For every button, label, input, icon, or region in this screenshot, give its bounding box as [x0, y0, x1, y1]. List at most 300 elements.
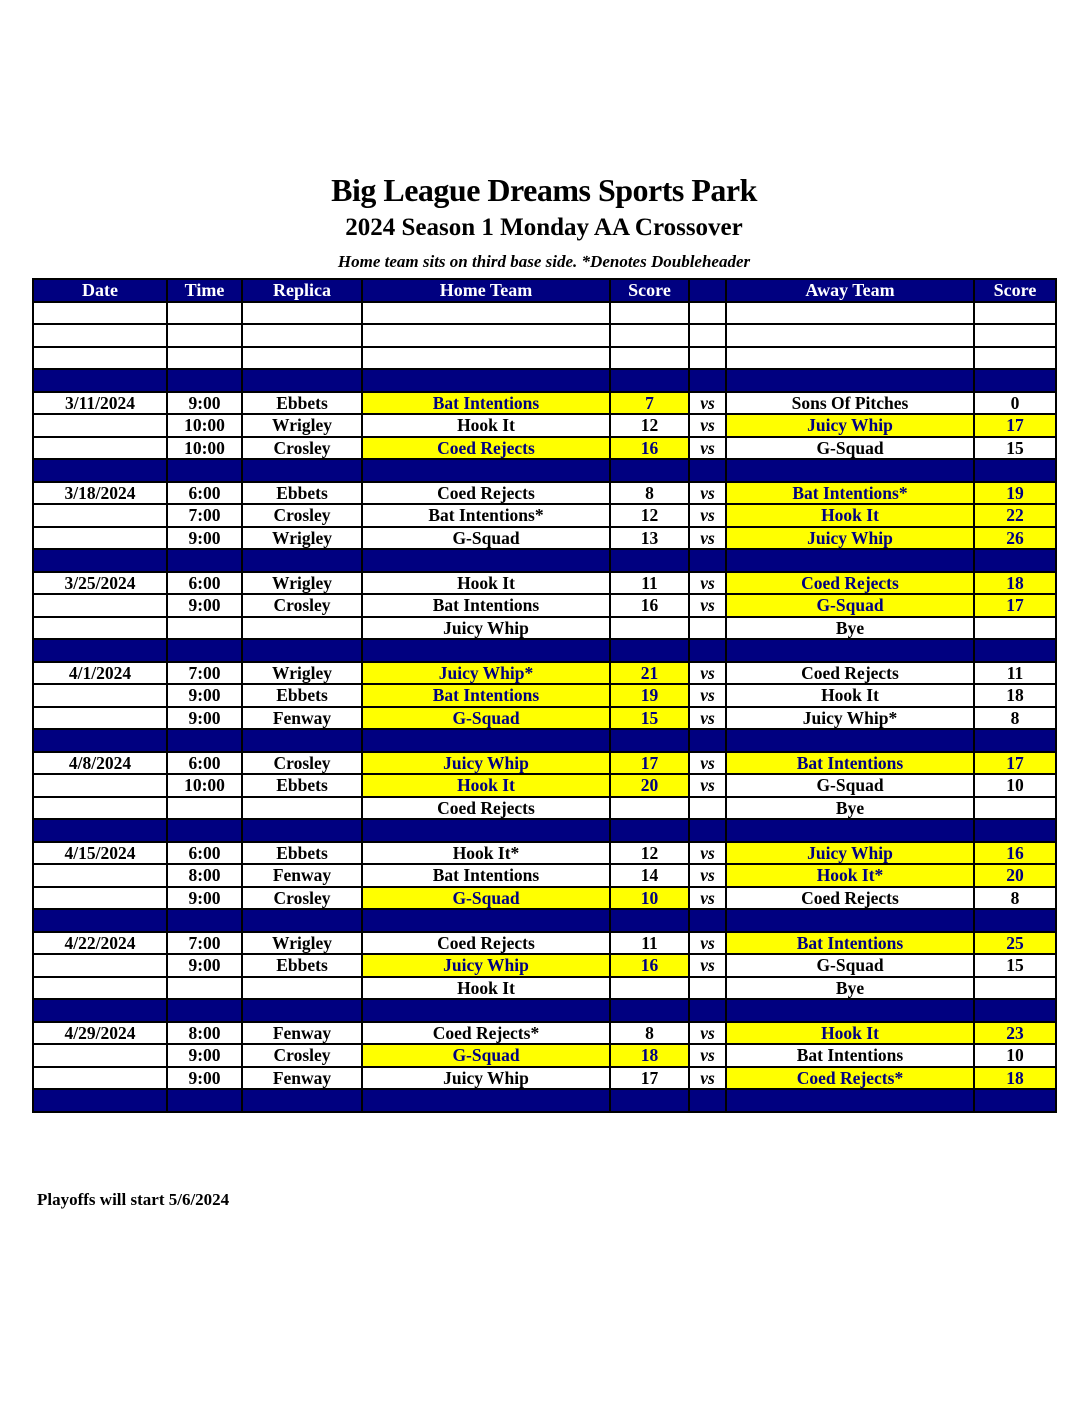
home-score-cell: 8 [610, 482, 689, 505]
date-cell [33, 909, 167, 932]
time-cell: 9:00 [167, 594, 242, 617]
replica-cell: Wrigley [242, 932, 362, 955]
replica-cell [242, 909, 362, 932]
away-team-cell: Bye [726, 977, 974, 1000]
away-score-cell: 20 [974, 864, 1056, 887]
away-score-cell: 10 [974, 774, 1056, 797]
col-header-vs [689, 279, 726, 302]
date-cell [33, 527, 167, 550]
week-separator-row [33, 729, 1056, 752]
replica-cell: Fenway [242, 707, 362, 730]
vs-cell: vs [689, 842, 726, 865]
home-team-cell: Bat Intentions [362, 594, 610, 617]
table-row [33, 1067, 1056, 1090]
away-score-cell: 10 [974, 1044, 1056, 1067]
away-score-cell [974, 639, 1056, 662]
replica-cell [242, 459, 362, 482]
col-header-date: Date [33, 279, 167, 302]
home-score-cell [610, 909, 689, 932]
replica-cell: Crosley [242, 504, 362, 527]
date-cell: 4/22/2024 [33, 932, 167, 955]
home-score-cell: 12 [610, 842, 689, 865]
away-team-cell [726, 324, 974, 347]
table-row [33, 572, 1056, 595]
home-score-cell [610, 1089, 689, 1112]
date-cell [33, 1067, 167, 1090]
away-team-cell [726, 909, 974, 932]
away-score-cell [974, 909, 1056, 932]
home-team-cell [362, 999, 610, 1022]
replica-cell [242, 302, 362, 325]
table-row [33, 1044, 1056, 1067]
table-row [33, 414, 1056, 437]
home-score-cell: 8 [610, 1022, 689, 1045]
time-cell [167, 302, 242, 325]
col-header-home-score: Score [610, 279, 689, 302]
date-cell: 4/15/2024 [33, 842, 167, 865]
table-row [33, 752, 1056, 775]
away-score-cell: 17 [974, 414, 1056, 437]
away-score-cell [974, 729, 1056, 752]
table-row [33, 797, 1056, 820]
col-header-home-team: Home Team [362, 279, 610, 302]
away-score-cell [974, 302, 1056, 325]
week-separator-row [33, 369, 1056, 392]
blank-row [33, 347, 1056, 370]
away-team-cell: Bat Intentions* [726, 482, 974, 505]
home-score-cell: 13 [610, 527, 689, 550]
away-score-cell [974, 999, 1056, 1022]
home-team-cell [362, 459, 610, 482]
vs-cell: vs [689, 662, 726, 685]
home-team-cell [362, 324, 610, 347]
time-cell [167, 909, 242, 932]
away-score-cell: 17 [974, 752, 1056, 775]
time-cell: 10:00 [167, 414, 242, 437]
table-row [33, 1022, 1056, 1045]
replica-cell: Fenway [242, 864, 362, 887]
replica-cell: Crosley [242, 1044, 362, 1067]
time-cell: 9:00 [167, 707, 242, 730]
away-team-cell [726, 819, 974, 842]
home-score-cell: 11 [610, 572, 689, 595]
table-header-row [33, 279, 1056, 302]
home-score-cell: 17 [610, 1067, 689, 1090]
away-score-cell: 17 [974, 594, 1056, 617]
home-team-cell [362, 639, 610, 662]
away-team-cell: Bat Intentions [726, 752, 974, 775]
col-header-replica: Replica [242, 279, 362, 302]
away-team-cell: Juicy Whip* [726, 707, 974, 730]
week-separator-row [33, 459, 1056, 482]
replica-cell: Wrigley [242, 662, 362, 685]
time-cell: 9:00 [167, 1044, 242, 1067]
away-team-cell: Juicy Whip [726, 527, 974, 550]
vs-cell: vs [689, 887, 726, 910]
replica-cell: Ebbets [242, 482, 362, 505]
away-team-cell: Hook It* [726, 864, 974, 887]
vs-cell [689, 797, 726, 820]
home-score-cell: 15 [610, 707, 689, 730]
time-cell: 9:00 [167, 887, 242, 910]
away-team-cell [726, 347, 974, 370]
vs-cell: vs [689, 1022, 726, 1045]
home-score-cell: 7 [610, 392, 689, 415]
away-score-cell: 11 [974, 662, 1056, 685]
date-cell [33, 594, 167, 617]
table-row [33, 864, 1056, 887]
replica-cell [242, 549, 362, 572]
replica-cell [242, 977, 362, 1000]
vs-cell [689, 977, 726, 1000]
home-score-cell: 19 [610, 684, 689, 707]
table-row [33, 684, 1056, 707]
time-cell [167, 369, 242, 392]
away-team-cell: Bat Intentions [726, 1044, 974, 1067]
time-cell: 9:00 [167, 527, 242, 550]
home-team-cell: Bat Intentions [362, 684, 610, 707]
col-header-away-score: Score [974, 279, 1056, 302]
home-team-cell: G-Squad [362, 707, 610, 730]
home-team-cell: Hook It [362, 414, 610, 437]
vs-cell: vs [689, 932, 726, 955]
col-header-away-team: Away Team [726, 279, 974, 302]
away-team-cell: G-Squad [726, 774, 974, 797]
date-cell [33, 639, 167, 662]
time-cell: 9:00 [167, 392, 242, 415]
col-header-time: Time [167, 279, 242, 302]
table-row [33, 662, 1056, 685]
date-cell: 4/8/2024 [33, 752, 167, 775]
home-team-cell [362, 729, 610, 752]
away-team-cell: Coed Rejects* [726, 1067, 974, 1090]
away-team-cell: Coed Rejects [726, 572, 974, 595]
table-row [33, 504, 1056, 527]
vs-cell [689, 369, 726, 392]
table-row [33, 842, 1056, 865]
home-team-cell [362, 1089, 610, 1112]
replica-cell: Fenway [242, 1022, 362, 1045]
vs-cell: vs [689, 1044, 726, 1067]
home-score-cell [610, 819, 689, 842]
vs-cell [689, 459, 726, 482]
away-score-cell [974, 797, 1056, 820]
time-cell: 8:00 [167, 1022, 242, 1045]
home-team-cell: Juicy Whip [362, 954, 610, 977]
replica-cell: Crosley [242, 437, 362, 460]
away-score-cell [974, 617, 1056, 640]
replica-cell: Wrigley [242, 572, 362, 595]
away-team-cell: Bye [726, 797, 974, 820]
replica-cell [242, 617, 362, 640]
vs-cell: vs [689, 684, 726, 707]
home-score-cell [610, 347, 689, 370]
away-score-cell: 22 [974, 504, 1056, 527]
replica-cell [242, 999, 362, 1022]
replica-cell: Ebbets [242, 774, 362, 797]
vs-cell [689, 639, 726, 662]
date-cell: 3/25/2024 [33, 572, 167, 595]
table-row [33, 482, 1056, 505]
time-cell: 9:00 [167, 684, 242, 707]
time-cell [167, 639, 242, 662]
away-team-cell [726, 639, 974, 662]
home-team-cell: G-Squad [362, 887, 610, 910]
home-team-cell [362, 347, 610, 370]
time-cell [167, 459, 242, 482]
time-cell [167, 347, 242, 370]
home-team-cell [362, 549, 610, 572]
vs-cell: vs [689, 527, 726, 550]
home-score-cell [610, 302, 689, 325]
vs-cell: vs [689, 392, 726, 415]
away-team-cell [726, 369, 974, 392]
replica-cell: Ebbets [242, 684, 362, 707]
away-team-cell: G-Squad [726, 437, 974, 460]
vs-cell: vs [689, 752, 726, 775]
home-score-cell: 18 [610, 1044, 689, 1067]
away-score-cell: 8 [974, 707, 1056, 730]
time-cell: 10:00 [167, 437, 242, 460]
vs-cell [689, 617, 726, 640]
away-score-cell: 25 [974, 932, 1056, 955]
away-team-cell [726, 1089, 974, 1112]
home-team-cell: Coed Rejects [362, 482, 610, 505]
vs-cell [689, 909, 726, 932]
table-row [33, 932, 1056, 955]
away-score-cell [974, 459, 1056, 482]
table-row [33, 437, 1056, 460]
vs-cell [689, 549, 726, 572]
time-cell: 6:00 [167, 752, 242, 775]
vs-cell: vs [689, 594, 726, 617]
away-team-cell [726, 302, 974, 325]
table-row [33, 774, 1056, 797]
replica-cell: Ebbets [242, 954, 362, 977]
date-cell [33, 324, 167, 347]
home-score-cell [610, 459, 689, 482]
vs-cell [689, 1089, 726, 1112]
home-score-cell: 20 [610, 774, 689, 797]
away-score-cell [974, 369, 1056, 392]
away-score-cell [974, 977, 1056, 1000]
home-score-cell [610, 639, 689, 662]
home-team-cell: Juicy Whip [362, 1067, 610, 1090]
home-team-cell: Hook It* [362, 842, 610, 865]
away-score-cell: 26 [974, 527, 1056, 550]
vs-cell: vs [689, 1067, 726, 1090]
schedule-body [33, 302, 1056, 1112]
away-team-cell: Juicy Whip [726, 414, 974, 437]
away-team-cell: Coed Rejects [726, 887, 974, 910]
replica-cell: Wrigley [242, 527, 362, 550]
home-score-cell: 14 [610, 864, 689, 887]
away-team-cell: Bye [726, 617, 974, 640]
away-score-cell: 18 [974, 1067, 1056, 1090]
home-score-cell [610, 729, 689, 752]
week-separator-row [33, 999, 1056, 1022]
home-score-cell: 21 [610, 662, 689, 685]
away-score-cell [974, 324, 1056, 347]
away-team-cell: Juicy Whip [726, 842, 974, 865]
date-cell [33, 954, 167, 977]
date-cell [33, 819, 167, 842]
time-cell: 10:00 [167, 774, 242, 797]
away-score-cell: 18 [974, 684, 1056, 707]
home-score-cell [610, 324, 689, 347]
week-separator-row [33, 639, 1056, 662]
away-score-cell: 16 [974, 842, 1056, 865]
page-title: Big League Dreams Sports Park [331, 172, 757, 208]
home-team-cell: Hook It [362, 977, 610, 1000]
date-cell [33, 617, 167, 640]
date-cell [33, 549, 167, 572]
vs-cell: vs [689, 954, 726, 977]
date-cell [33, 864, 167, 887]
away-score-cell: 18 [974, 572, 1056, 595]
time-cell: 6:00 [167, 842, 242, 865]
table-row [33, 954, 1056, 977]
vs-cell: vs [689, 774, 726, 797]
date-cell [33, 459, 167, 482]
home-team-cell: Juicy Whip [362, 752, 610, 775]
date-cell [33, 774, 167, 797]
date-cell [33, 684, 167, 707]
replica-cell [242, 639, 362, 662]
date-cell [33, 729, 167, 752]
vs-cell: vs [689, 482, 726, 505]
replica-cell [242, 819, 362, 842]
home-score-cell: 16 [610, 437, 689, 460]
time-cell: 7:00 [167, 662, 242, 685]
week-separator-row [33, 1089, 1056, 1112]
time-cell: 6:00 [167, 572, 242, 595]
table-row [33, 392, 1056, 415]
date-cell: 3/18/2024 [33, 482, 167, 505]
replica-cell: Crosley [242, 594, 362, 617]
away-score-cell: 23 [974, 1022, 1056, 1045]
time-cell: 8:00 [167, 864, 242, 887]
home-team-cell: Bat Intentions* [362, 504, 610, 527]
time-cell [167, 1089, 242, 1112]
week-separator-row [33, 909, 1056, 932]
away-score-cell: 15 [974, 437, 1056, 460]
time-cell: 7:00 [167, 932, 242, 955]
replica-cell [242, 347, 362, 370]
away-score-cell: 8 [974, 887, 1056, 910]
home-score-cell: 17 [610, 752, 689, 775]
home-team-cell: G-Squad [362, 1044, 610, 1067]
table-row [33, 707, 1056, 730]
home-team-cell: Juicy Whip [362, 617, 610, 640]
vs-cell: vs [689, 437, 726, 460]
away-score-cell: 0 [974, 392, 1056, 415]
date-cell [33, 302, 167, 325]
vs-cell: vs [689, 414, 726, 437]
date-cell: 3/11/2024 [33, 392, 167, 415]
home-score-cell [610, 369, 689, 392]
away-score-cell: 19 [974, 482, 1056, 505]
home-team-cell [362, 302, 610, 325]
home-team-cell: Hook It [362, 774, 610, 797]
home-score-cell [610, 549, 689, 572]
table-row [33, 594, 1056, 617]
vs-cell [689, 324, 726, 347]
vs-cell [689, 819, 726, 842]
date-cell [33, 437, 167, 460]
home-team-cell: Bat Intentions [362, 392, 610, 415]
schedule-table [32, 278, 1057, 1113]
playoffs-note: Playoffs will start 5/6/2024 [37, 1190, 230, 1209]
vs-cell [689, 999, 726, 1022]
home-team-cell: Hook It [362, 572, 610, 595]
blank-row [33, 302, 1056, 325]
header-note: Home team sits on third base side. *Denotes Doubleheader [337, 252, 751, 271]
home-team-cell: Bat Intentions [362, 864, 610, 887]
home-team-cell: G-Squad [362, 527, 610, 550]
home-team-cell: Juicy Whip* [362, 662, 610, 685]
vs-cell: vs [689, 504, 726, 527]
date-cell [33, 504, 167, 527]
away-score-cell [974, 347, 1056, 370]
away-score-cell [974, 819, 1056, 842]
home-score-cell [610, 617, 689, 640]
away-team-cell [726, 549, 974, 572]
away-score-cell [974, 1089, 1056, 1112]
time-cell: 9:00 [167, 1067, 242, 1090]
away-team-cell [726, 729, 974, 752]
vs-cell: vs [689, 572, 726, 595]
home-team-cell [362, 909, 610, 932]
date-cell [33, 347, 167, 370]
away-team-cell: Coed Rejects [726, 662, 974, 685]
date-cell [33, 999, 167, 1022]
time-cell: 9:00 [167, 954, 242, 977]
home-score-cell [610, 999, 689, 1022]
replica-cell: Ebbets [242, 392, 362, 415]
home-score-cell: 11 [610, 932, 689, 955]
table-row [33, 887, 1056, 910]
time-cell [167, 549, 242, 572]
date-cell [33, 707, 167, 730]
away-team-cell: Sons Of Pitches [726, 392, 974, 415]
replica-cell: Wrigley [242, 414, 362, 437]
replica-cell: Crosley [242, 752, 362, 775]
week-separator-row [33, 549, 1056, 572]
table-row [33, 617, 1056, 640]
time-cell: 7:00 [167, 504, 242, 527]
home-team-cell [362, 369, 610, 392]
replica-cell [242, 797, 362, 820]
date-cell [33, 414, 167, 437]
away-team-cell [726, 459, 974, 482]
home-team-cell: Coed Rejects [362, 437, 610, 460]
time-cell [167, 999, 242, 1022]
away-team-cell: G-Squad [726, 594, 974, 617]
table-row [33, 977, 1056, 1000]
home-team-cell: Coed Rejects* [362, 1022, 610, 1045]
time-cell [167, 617, 242, 640]
date-cell [33, 977, 167, 1000]
replica-cell: Crosley [242, 887, 362, 910]
date-cell [33, 1044, 167, 1067]
table-row [33, 527, 1056, 550]
blank-row [33, 324, 1056, 347]
replica-cell [242, 729, 362, 752]
time-cell: 6:00 [167, 482, 242, 505]
time-cell [167, 797, 242, 820]
time-cell [167, 324, 242, 347]
